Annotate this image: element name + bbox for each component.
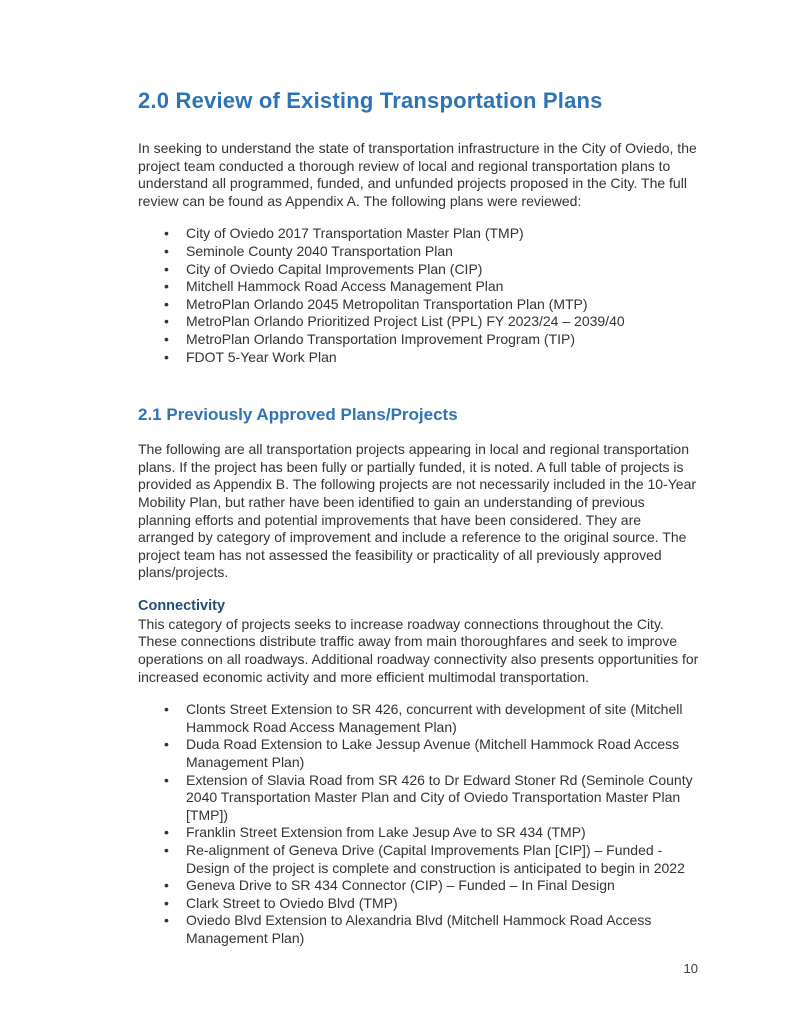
project-item: • Clonts Street Extension to SR 426, concurrent with development of site (Mitchell Hammock Road Access Management Plan) [162, 701, 700, 736]
plan-item: • MetroPlan Orlando Prioritized Project List (PPL) FY 2023/24 – 2039/40 [162, 313, 700, 331]
project-item: • Oviedo Blvd Extension to Alexandria Blvd (Mitchell Hammock Road Access Management Plan) [162, 912, 700, 947]
plans-list-block [138, 225, 700, 366]
projects-list-block [138, 701, 700, 947]
connectivity-paragraph: This category of projects seeks to increase roadway connections throughout the City. These connections distribute traffic away from main thoroughfares and seek to improve operations on all roadways. Additional roadway connectivity also presents opportunities for increased economic activity and more efficient multimodal transportation. [138, 615, 699, 685]
projects-list [162, 701, 700, 947]
plan-item: • FDOT 5-Year Work Plan [162, 349, 700, 367]
project-item: • Geneva Drive to SR 434 Connector (CIP) – Funded – In Final Design [162, 877, 700, 895]
plan-item: • City of Oviedo Capital Improvements Plan (CIP) [162, 261, 700, 279]
plan-item: • City of Oviedo 2017 Transportation Master Plan (TMP) [162, 225, 700, 243]
project-item: • Extension of Slavia Road from SR 426 to Dr Edward Stoner Rd (Seminole County 2040 Transportation Master Plan and City of Oviedo Transportation Master Plan [TMP]) [162, 772, 700, 825]
section-heading-2-0: 2.0 Review of Existing Transportation Plans [138, 88, 603, 113]
project-item: • Franklin Street Extension from Lake Jesup Ave to SR 434 (TMP) [162, 824, 700, 842]
project-item: • Re-alignment of Geneva Drive (Capital Improvements Plan [CIP]) – Funded - Design of the project is complete and construction is anticipated to begin in 2022 [162, 842, 700, 877]
plan-item: • MetroPlan Orlando 2045 Metropolitan Transportation Plan (MTP) [162, 296, 700, 314]
subsection-heading-connectivity: Connectivity [138, 597, 226, 614]
project-item: • Duda Road Extension to Lake Jessup Avenue (Mitchell Hammock Road Access Management Plan) [162, 736, 700, 771]
plan-item: • Mitchell Hammock Road Access Management Plan [162, 278, 700, 296]
page-number: 10 [683, 961, 698, 976]
plan-item: • MetroPlan Orlando Transportation Improvement Program (TIP) [162, 331, 700, 349]
approved-plans-paragraph: The following are all transportation projects appearing in local and regional transportation plans. If the project has been fully or partially funded, it is noted. A full table of projects is provided as Appendix B. The following projects are not necessarily included in the 10-Year Mobility Plan, but rather have been identified to gain an understanding of previous planning efforts and potential improvements that have been considered. They are arranged by category of improvement and include a reference to the original source. The project team has not assessed the feasibility or practicality of all previously approved plans/projects. [138, 441, 697, 581]
intro-paragraph: In seeking to understand the state of transportation infrastructure in the City of Oviedo, the project team conducted a thorough review of local and regional transportation plans to understand all programmed, funded, and unfunded projects proposed in the City. The full review can be found as Appendix A. The following plans were reviewed: [138, 140, 697, 209]
plan-item: • Seminole County 2040 Transportation Plan [162, 243, 700, 261]
section-heading-2-1: 2.1 Previously Approved Plans/Projects [138, 405, 458, 425]
plans-list [162, 225, 700, 366]
project-item: • Clark Street to Oviedo Blvd (TMP) [162, 895, 700, 913]
